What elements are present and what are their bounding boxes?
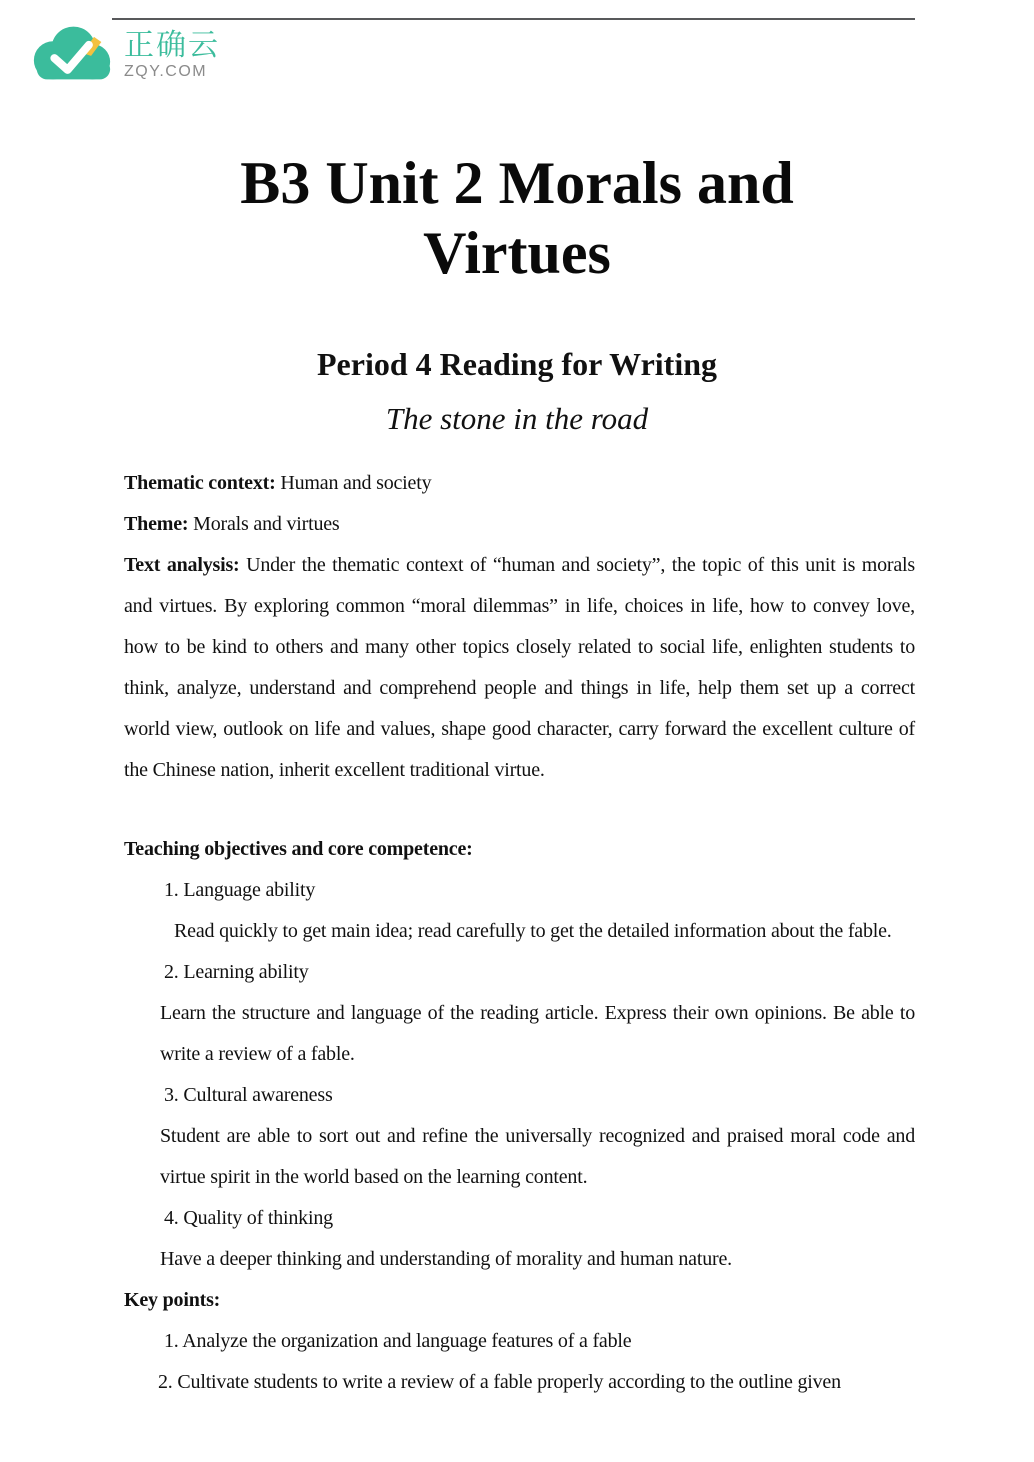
logo-text [124, 30, 220, 80]
field-value: Under the thematic context of “human and society”, the topic of this unit is morals and virtues. By exploring common “moral dilemmas” in life, choices in life, how to convey love, how to be kind to others and many other topics closely related to social life, enlighten students to think, analyze, understand and comprehend people and things in life, help them set up a correct world view, outlook on life and values, shape good character, carry forward the excellent culture of the Chinese nation, inherit excellent traditional virtue. [124, 554, 915, 781]
field-thematic-context [124, 463, 915, 504]
objectives-heading: Teaching objectives and core competence: [124, 838, 473, 860]
field-value: Morals and virtues [188, 513, 340, 535]
key-point-1: 1. Analyze the organization and language features of a fable [164, 1330, 632, 1352]
field-text-analysis [124, 545, 915, 791]
objective-item-2: 2. Learning ability [164, 961, 309, 983]
logo-domain: ZQY.COM [124, 62, 208, 80]
field-theme [124, 504, 915, 545]
objective-desc-3: Student are able to sort out and refine the universally recognized and praised moral code and virtue spirit in the world based on the learning content. [160, 1125, 915, 1188]
document-body [0, 463, 1034, 1403]
lesson-title: The stone in the road [385, 401, 649, 436]
header-divider [112, 18, 915, 20]
objective-item-4: 4. Quality of thinking [164, 1207, 333, 1229]
field-label: Thematic context: [124, 472, 276, 494]
objective-desc-2: Learn the structure and language of the reading article. Express their own opinions. Be able to write a review of a fable. [160, 1002, 915, 1065]
field-label: Theme: [124, 513, 189, 535]
key-points-heading: Key points: [124, 1289, 221, 1311]
document-title [0, 148, 1034, 288]
objective-item-3: 3. Cultural awareness [164, 1084, 333, 1106]
objective-item-1: 1. Language ability [164, 879, 316, 901]
field-value: Human and society [275, 472, 432, 494]
objective-desc-4: Have a deeper thinking and understanding of morality and human nature. [160, 1248, 732, 1270]
document-title-line1: B3 Unit 2 Morals and [240, 150, 794, 216]
logo-brand-name: 正确云 [124, 29, 220, 62]
field-label: Text analysis: [124, 554, 240, 576]
key-point-2: 2. Cultivate students to write a review of a fable properly according to the outline given [158, 1371, 841, 1393]
cloud-check-icon [28, 22, 116, 84]
period-subtitle: Period 4 Reading for Writing [317, 346, 717, 382]
objective-desc-1: Read quickly to get main idea; read carefully to get the detailed information about the fable. [174, 920, 892, 942]
zqy-logo [28, 22, 220, 84]
document-title-line2: Virtues [423, 220, 611, 286]
